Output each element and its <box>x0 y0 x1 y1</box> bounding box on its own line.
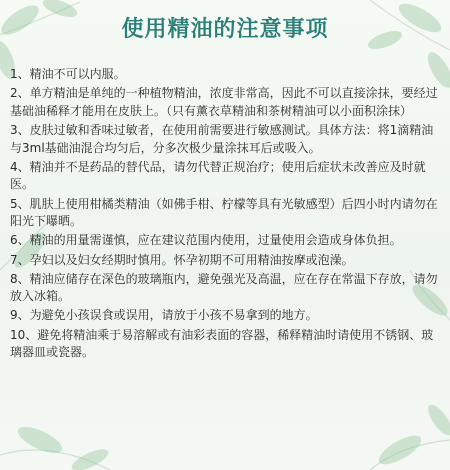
item-number: 1、 <box>10 67 30 81</box>
item-number: 8、 <box>10 271 30 286</box>
item-number: 5、 <box>10 196 30 211</box>
item-text: 精油的用量需谨慎，应在建议范围内使用，过量使用会造成身体负担。 <box>29 233 402 248</box>
item-text: 精油应储存在深色的玻璃瓶内，避免强光及高温，应在存在常温下存放，请勿放入冰箱。 <box>10 271 438 304</box>
list-item <box>10 252 442 270</box>
list-item <box>10 66 442 84</box>
list-item <box>10 271 442 306</box>
item-number: 7、 <box>10 252 30 267</box>
list-item <box>10 122 442 157</box>
item-text: 皮肤过敏和香味过敏者，在使用前需要进行敏感测试。具体方法：将1滴精油与3ml基础油混合均匀后，分多次极少量涂抹耳后或吸入。 <box>10 122 434 155</box>
list-item <box>10 85 442 120</box>
item-text: 孕妇以及妇女经期时慎用。怀孕初期不可用精油按摩或泡澡。 <box>29 252 354 267</box>
item-text: 避免将精油乘于易溶解或有油彩表面的容器，稀释精油时请使用不锈钢、玻璃器皿或瓷器。 <box>10 327 434 360</box>
item-text: 为避免小孩误食或误用，请放于小孩不易拿到的地方。 <box>29 308 318 323</box>
item-text: 单方精油是单纯的一种植物精油，浓度非常高，因此不可以直接涂抹，要经过基础油稀释才能用在皮肤上。（只有薰衣草精油和茶树精油可以小面积涂抹） <box>10 86 438 118</box>
item-number: 6、 <box>10 233 30 248</box>
item-text: 精油并不是药品的替代品，请勿代替正规治疗；使用后症状未改善应及时就医。 <box>10 159 426 192</box>
item-number: 10、 <box>10 327 38 342</box>
item-text: 精油不可以内服。 <box>29 67 126 81</box>
list-item <box>10 196 442 231</box>
item-number: 9、 <box>10 308 30 323</box>
page-title: 使用精油的注意事项 <box>121 17 329 42</box>
item-number: 3、 <box>10 122 30 137</box>
item-number: 2、 <box>10 86 30 101</box>
list-item <box>10 327 442 362</box>
notice-list <box>10 66 442 363</box>
item-text: 肌肤上使用柑橘类精油（如佛手柑、柠檬等具有光敏感型）后四小时内请勿在阳光下曝晒。 <box>10 196 438 229</box>
list-item <box>10 307 442 325</box>
list-item <box>10 232 442 250</box>
list-item <box>10 159 442 194</box>
item-number: 4、 <box>10 159 30 174</box>
